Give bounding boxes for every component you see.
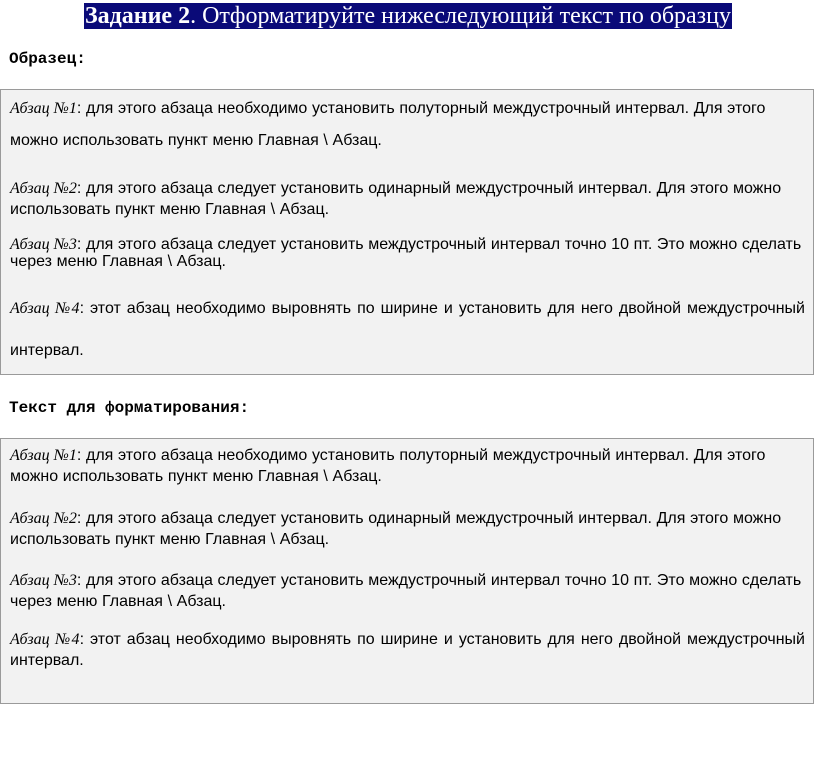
- sample-text-box: [0, 89, 814, 375]
- paragraph-label: Абзац №1: [10, 100, 77, 117]
- paragraph-text: : для этого абзаца следует установить одинарный междустрочный интервал. Для этого можно использовать пункт меню Главная \ Абзац.: [10, 180, 782, 218]
- format-paragraph-4[interactable]: [10, 629, 805, 671]
- format-text-box[interactable]: [0, 438, 814, 704]
- sample-paragraph-2: [10, 178, 805, 220]
- task-title-highlight: [84, 3, 732, 29]
- task-number: Задание 2: [84, 3, 191, 29]
- sample-paragraph-3: [10, 236, 805, 270]
- format-paragraph-2[interactable]: [10, 508, 805, 550]
- paragraph-text: : для этого абзаца следует установить междустрочный интервал точно 10 пт. Это можно сделать через меню Главная \ Абзац.: [10, 236, 802, 270]
- paragraph-label: Абзац №3: [10, 572, 77, 589]
- paragraph-label: Абзац №2: [10, 510, 77, 527]
- task-title: [0, 3, 816, 29]
- paragraph-text: : для этого абзаца необходимо установить полуторный междустрочный интервал. Для этого можно использовать пункт меню Главная \ Абзац.: [10, 100, 766, 149]
- paragraph-text: : этот абзац необходимо выровнять по ширине и установить для него двойной междустрочный интервал.: [10, 631, 805, 669]
- paragraph-label: Абзац №3: [10, 236, 77, 253]
- format-heading: Текст для форматирования:: [9, 399, 250, 417]
- sample-paragraph-4: [10, 288, 805, 372]
- sample-paragraph-1: [10, 93, 805, 157]
- paragraph-text: : для этого абзаца следует установить междустрочный интервал точно 10 пт. Это можно сделать через меню Главная \ Абзац.: [10, 572, 802, 610]
- paragraph-text: : для этого абзаца необходимо установить полуторный междустрочный интервал. Для этого можно использовать пункт меню Главная \ Абзац.: [10, 447, 766, 485]
- paragraph-text: : этот абзац необходимо выровнять по ширине и установить для него двойной междустрочный интервал.: [10, 300, 805, 359]
- task-instruction: . Отформатируйте нижеследующий текст по образцу: [190, 3, 732, 29]
- paragraph-label: Абзац №2: [10, 180, 77, 197]
- sample-heading: Образец:: [9, 50, 86, 68]
- paragraph-label: Абзац №4: [10, 631, 80, 648]
- paragraph-label: Абзац №4: [10, 300, 80, 317]
- paragraph-label: Абзац №1: [10, 447, 77, 464]
- format-paragraph-3[interactable]: [10, 570, 805, 612]
- paragraph-text: : для этого абзаца следует установить одинарный междустрочный интервал. Для этого можно использовать пункт меню Главная \ Абзац.: [10, 510, 782, 548]
- format-paragraph-1[interactable]: [10, 445, 805, 487]
